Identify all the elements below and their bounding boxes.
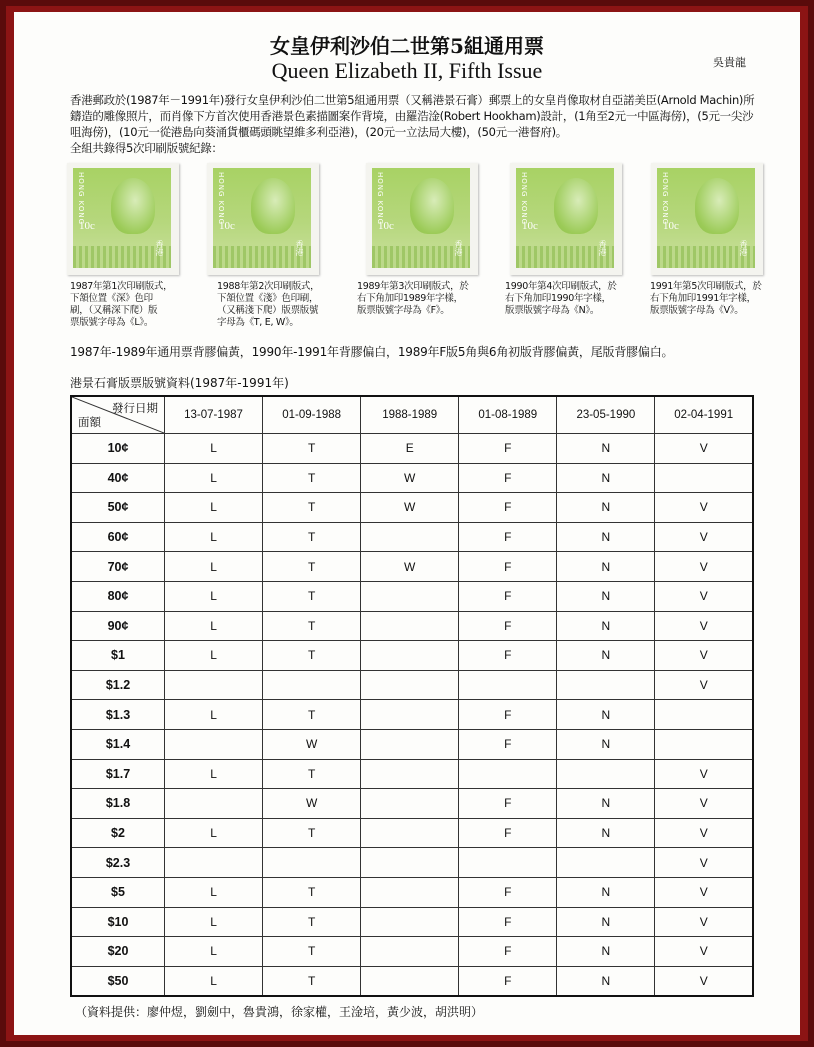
plate-letter-cell: L [165, 937, 263, 967]
date-header-cell: 01-08-1989 [459, 396, 557, 434]
plate-letter-cell: W [361, 493, 459, 523]
stamp-caption-line: 1987年第1次印刷版式， [70, 281, 173, 292]
plate-letter-cell: N [557, 611, 655, 641]
denomination-cell: 90¢ [71, 611, 165, 641]
plate-letter-cell: V [655, 581, 753, 611]
denomination-cell: $2.3 [71, 848, 165, 878]
plate-letter-cell: N [557, 877, 655, 907]
plate-letter-cell: F [459, 789, 557, 819]
plate-letter-cell: V [655, 611, 753, 641]
plate-number-table [70, 395, 754, 997]
date-header-cell: 23-05-1990 [557, 396, 655, 434]
table-header-row [71, 396, 753, 434]
table-row [71, 966, 753, 996]
plate-letter-cell: V [655, 848, 753, 878]
table-row [71, 641, 753, 671]
plate-letter-cell: F [459, 552, 557, 582]
table-row [71, 877, 753, 907]
plate-letter-cell: N [557, 966, 655, 996]
table-row [71, 552, 753, 582]
denomination-cell: 10¢ [71, 434, 165, 464]
plate-letter-cell: N [557, 581, 655, 611]
plate-letter-cell [557, 759, 655, 789]
stamp-country: HONG KONG [376, 172, 384, 226]
plate-letter-cell: N [557, 552, 655, 582]
stamp-image [651, 163, 763, 275]
plate-letter-cell: L [165, 700, 263, 730]
plate-letter-cell: V [655, 434, 753, 464]
gum-note: 1987年-1989年通用票背膠偏黃，1990年-1991年背膠偏白，1989年F版5角與6角初版背膠偏黃，尾版背膠偏白。 [70, 345, 674, 359]
stamp-artwork [213, 168, 311, 268]
plate-letter-cell: F [459, 641, 557, 671]
plate-letter-cell [361, 937, 459, 967]
date-header-cell: 01-09-1988 [263, 396, 361, 434]
plate-letter-cell: N [557, 729, 655, 759]
stamp-image [67, 163, 179, 275]
denomination-cell: 80¢ [71, 581, 165, 611]
plate-letter-cell: N [557, 434, 655, 464]
plate-letter-cell: N [557, 907, 655, 937]
plate-letter-cell: V [655, 522, 753, 552]
plate-letter-cell [361, 759, 459, 789]
plate-letter-cell: L [165, 759, 263, 789]
plate-letter-cell: F [459, 611, 557, 641]
plate-letter-cell: V [655, 818, 753, 848]
stamp-caption-line: 版票版號字母為《F》。 [357, 305, 450, 316]
stamp-country-cn: 香港 [454, 240, 463, 256]
stamp-country: HONG KONG [661, 172, 669, 226]
plate-letter-cell: F [459, 581, 557, 611]
plate-letter-cell [459, 670, 557, 700]
plate-letter-cell: T [263, 581, 361, 611]
plate-letter-cell: T [263, 522, 361, 552]
stamp-image [510, 163, 622, 275]
plate-letter-cell: L [165, 641, 263, 671]
stamp-caption-line: 刷，（又稱深下爬）版 [70, 305, 158, 316]
plate-letter-cell: T [263, 611, 361, 641]
denomination-cell: 70¢ [71, 552, 165, 582]
plate-letter-cell: N [557, 789, 655, 819]
plate-letter-cell [655, 729, 753, 759]
plate-letter-cell: L [165, 877, 263, 907]
stamp-caption-line: 票版號字母為《L》。 [70, 317, 154, 328]
stamp-image [366, 163, 478, 275]
plate-letter-cell: L [165, 463, 263, 493]
intro-text: 香港郵政於(1987年－1991年)發行女皇伊利沙伯二世第5組通用票（又稱港景石膏）郵票上的女皇肖像取材自亞諾美臣(Arnold Machin)所鑄造的雕像照片，而肖像下方首次使用香港景色素描圖案作背境，由羅浩淦(Robert Hookham)設計，(1角至2元一中區海傍)，(5元一尖沙咀海傍)，(10元一從港島向葵涌貨櫃碼頭眺望維多利亞港)，(20元一立法局大樓)，(50元一港督府)。 [70, 93, 755, 139]
plate-letter-cell: F [459, 966, 557, 996]
plate-letter-cell: L [165, 907, 263, 937]
stamp-image [207, 163, 319, 275]
plate-letter-cell [361, 522, 459, 552]
plate-letter-cell [655, 463, 753, 493]
plate-letter-cell: V [655, 907, 753, 937]
date-header-cell: 13-07-1987 [165, 396, 263, 434]
plate-letter-cell: T [263, 877, 361, 907]
plate-letter-cell [557, 848, 655, 878]
plate-letter-cell: N [557, 700, 655, 730]
plate-letter-cell [361, 729, 459, 759]
table-row [71, 848, 753, 878]
stamp-caption-line: （又稱淺下爬）版票版號 [217, 305, 319, 316]
denomination-cell: $50 [71, 966, 165, 996]
plate-letter-cell: E [361, 434, 459, 464]
plate-letter-cell [361, 581, 459, 611]
plate-letter-cell: V [655, 789, 753, 819]
plate-letter-cell: L [165, 493, 263, 523]
stamp-artwork [73, 168, 171, 268]
stamp-caption-line: 下頷位置《深》色印 [70, 293, 153, 304]
plate-letter-cell: L [165, 581, 263, 611]
author-name: 吳貴龍 [713, 56, 746, 69]
stamp-caption [217, 281, 319, 329]
stamp-caption-line: 右下角加印1989年字樣， [357, 293, 463, 304]
plate-letter-cell: N [557, 493, 655, 523]
denomination-cell: $1.2 [71, 670, 165, 700]
plate-letter-cell: F [459, 434, 557, 464]
table-row [71, 700, 753, 730]
plate-letter-cell: W [263, 789, 361, 819]
table-row [71, 729, 753, 759]
plate-letter-cell: L [165, 966, 263, 996]
plate-letter-cell [459, 759, 557, 789]
plate-letter-cell: W [263, 729, 361, 759]
plate-letter-cell: N [557, 937, 655, 967]
plate-letter-cell [361, 848, 459, 878]
corner-header-cell [71, 396, 165, 434]
plate-letter-cell: T [263, 552, 361, 582]
table-row [71, 907, 753, 937]
stamp-caption [70, 281, 172, 329]
plate-letter-cell: V [655, 670, 753, 700]
plate-letter-cell: F [459, 522, 557, 552]
denomination-cell: $1.7 [71, 759, 165, 789]
table-row [71, 493, 753, 523]
plate-letter-cell: L [165, 434, 263, 464]
table-row [71, 611, 753, 641]
plate-letter-cell: N [557, 818, 655, 848]
plate-letter-cell: T [263, 759, 361, 789]
plate-letter-cell: V [655, 877, 753, 907]
stamp-artwork [516, 168, 614, 268]
plate-letter-cell: F [459, 907, 557, 937]
plate-letter-cell: F [459, 463, 557, 493]
plate-letter-cell [263, 848, 361, 878]
plate-letter-cell: T [263, 641, 361, 671]
plate-letter-cell: F [459, 493, 557, 523]
denomination-cell: 40¢ [71, 463, 165, 493]
plate-letter-cell [361, 789, 459, 819]
plate-letter-cell [165, 789, 263, 819]
stamp-country-cn: 香港 [739, 240, 748, 256]
stamp-country-cn: 香港 [598, 240, 607, 256]
plate-letter-cell [655, 700, 753, 730]
denomination-cell: $1.8 [71, 789, 165, 819]
plate-letter-cell: F [459, 700, 557, 730]
plate-letter-cell: T [263, 818, 361, 848]
denomination-cell: $1 [71, 641, 165, 671]
plate-letter-cell: F [459, 729, 557, 759]
stamp-value: 10c [219, 220, 235, 232]
plate-letter-cell: W [361, 463, 459, 493]
plate-letter-cell: F [459, 877, 557, 907]
queen-portrait-icon [410, 178, 454, 234]
plate-letter-cell: F [459, 937, 557, 967]
plate-letter-cell: L [165, 522, 263, 552]
plate-letter-cell: V [655, 493, 753, 523]
credit-line: （資料提供：廖仲煜，劉劍中，魯貴鴻，徐家權，王淦培，黃少波，胡洪明） [75, 1005, 484, 1019]
plate-letter-cell: T [263, 463, 361, 493]
plate-letter-cell: F [459, 818, 557, 848]
plate-letter-cell: N [557, 463, 655, 493]
denomination-cell: $20 [71, 937, 165, 967]
plate-letter-cell [361, 611, 459, 641]
table-row [71, 581, 753, 611]
denomination-cell: $1.3 [71, 700, 165, 730]
plate-letter-cell: W [361, 552, 459, 582]
stamp-caption-line: 字母為《T, E, W》。 [217, 317, 299, 328]
denomination-cell: $10 [71, 907, 165, 937]
date-header-cell: 1988-1989 [361, 396, 459, 434]
plate-letter-cell [361, 907, 459, 937]
stamp-caption [357, 281, 469, 317]
stamp-caption-line: 版票版號字母為《V》。 [650, 305, 744, 316]
stamp-value: 10c [663, 220, 679, 232]
plate-letter-cell [361, 877, 459, 907]
plate-letter-cell: L [165, 552, 263, 582]
stamp-caption-line: 下頷位置《淺》色印刷， [217, 293, 319, 304]
stamp-country: HONG KONG [77, 172, 85, 226]
plate-letter-cell: V [655, 759, 753, 789]
table-row [71, 759, 753, 789]
plate-letter-cell: T [263, 937, 361, 967]
plate-letter-cell [361, 700, 459, 730]
queen-portrait-icon [251, 178, 295, 234]
plate-letter-cell [165, 670, 263, 700]
plate-letter-cell: V [655, 966, 753, 996]
stamp-artwork [372, 168, 470, 268]
denomination-cell: 60¢ [71, 522, 165, 552]
queen-portrait-icon [111, 178, 155, 234]
plate-letter-cell [165, 729, 263, 759]
stamp-caption-line: 1988年第2次印刷版式， [217, 281, 320, 292]
stamp-value: 10c [378, 220, 394, 232]
plate-letter-cell [165, 848, 263, 878]
denomination-cell: $2 [71, 818, 165, 848]
table-row [71, 434, 753, 464]
stamp-country-cn: 香港 [295, 240, 304, 256]
stamp-country-cn: 香港 [155, 240, 164, 256]
stamp-country: HONG KONG [520, 172, 528, 226]
plate-letter-cell: L [165, 611, 263, 641]
plate-letter-cell [361, 670, 459, 700]
plate-letter-cell [459, 848, 557, 878]
denomination-cell: $5 [71, 877, 165, 907]
plate-letter-cell [263, 670, 361, 700]
plate-letter-cell: V [655, 641, 753, 671]
denomination-cell: $1.4 [71, 729, 165, 759]
plate-letter-cell: T [263, 493, 361, 523]
plate-letter-cell: N [557, 641, 655, 671]
stamp-caption-line: 右下角加印1990年字樣， [505, 293, 611, 304]
queen-portrait-icon [554, 178, 598, 234]
stamp-country: HONG KONG [217, 172, 225, 226]
table-row [71, 670, 753, 700]
page-title-chinese: 女皇伊利沙伯二世第5組通用票 [270, 34, 544, 58]
stamp-caption [650, 281, 762, 317]
intro-paragraph [70, 92, 760, 156]
table-title: 港景石膏版票版號資料(1987年-1991年) [70, 376, 289, 390]
plate-letter-cell: T [263, 434, 361, 464]
plate-letter-cell [361, 818, 459, 848]
corner-value-label: 面額 [78, 417, 101, 429]
table-row [71, 522, 753, 552]
plate-letter-cell: T [263, 966, 361, 996]
table-row [71, 818, 753, 848]
stamp-caption-line: 右下角加印1991年字樣， [650, 293, 756, 304]
plate-letter-cell: V [655, 552, 753, 582]
plate-letter-cell [557, 670, 655, 700]
plate-letter-cell: T [263, 700, 361, 730]
date-header-cell: 02-04-1991 [655, 396, 753, 434]
plate-letter-cell: V [655, 937, 753, 967]
stamp-artwork [657, 168, 755, 268]
page-title-english: Queen Elizabeth II, Fifth Issue [271, 58, 543, 83]
plate-letter-cell: L [165, 818, 263, 848]
plate-letter-cell: T [263, 907, 361, 937]
plate-letter-cell [361, 641, 459, 671]
stamp-value: 10c [79, 220, 95, 232]
table-row [71, 463, 753, 493]
queen-portrait-icon [695, 178, 739, 234]
table-row [71, 937, 753, 967]
stamp-caption-line: 1990年第4次印刷版式，於 [505, 281, 617, 292]
corner-date-label: 發行日期 [112, 403, 158, 415]
intro-last-line: 全組共錄得5次印刷版號紀錄： [70, 141, 223, 155]
table-row [71, 789, 753, 819]
stamp-caption [505, 281, 617, 317]
stamp-value: 10c [522, 220, 538, 232]
stamp-caption-line: 1989年第3次印刷版式，於 [357, 281, 469, 292]
plate-letter-cell [361, 966, 459, 996]
table-body [71, 434, 753, 997]
plate-letter-cell: N [557, 522, 655, 552]
stamp-caption-line: 1991年第5次印刷版式，於 [650, 281, 762, 292]
denomination-cell: 50¢ [71, 493, 165, 523]
stamp-caption-line: 版票版號字母為《N》。 [505, 305, 600, 316]
